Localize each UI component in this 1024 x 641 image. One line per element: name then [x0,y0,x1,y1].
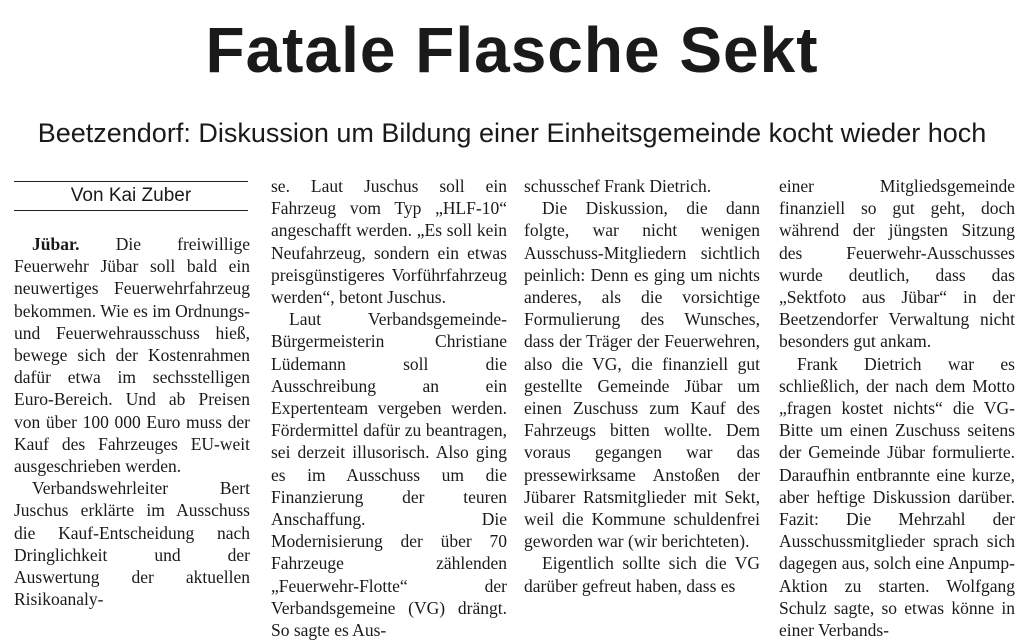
paragraph: schusschef Frank Dietrich. [524,176,712,196]
article-column-3 [524,175,760,597]
dateline: Jübar. [32,234,80,254]
byline: Von Kai Zuber [70,185,192,206]
article-column-2 [271,175,507,641]
byline-rule-top [14,181,248,182]
paragraph: Laut Verbandsgemeinde-Bürgermeisterin Christiane Lüdemann soll die Ausschreibung an ein Expertenteam vergeben werden. Fördermittel dafür zu beantragen, sei derzeit illusorisch. Also ging es im Ausschuss um die Finanzierung der teuren Anschaffung. Die Modernisierung der über 70 Fahrzeuge zählenden „Feuerwehr-Flotte“ der Verbandsgemeine (VG) drängt. So sagte es Aus- [271,309,507,641]
paragraph: Eigentlich sollte sich die VG darüber gefreut haben, dass es [524,553,760,596]
subheadline: Beetzendorf: Diskussion um Bildung einer Einheitsgemeinde kocht wieder hoch [37,118,987,148]
paragraph: Verbandswehrleiter Bert Juschus erklärte im Ausschuss die Kauf-Entscheidung nach Dringlichkeit und der Auswertung der aktuellen Risikoanaly- [14,478,250,610]
paragraph: Frank Dietrich war es schließlich, der nach dem Motto „fragen kostet nichts“ die VG-Bitte um einen Zuschuss seitens der Gemeinde Jübar formulierte. Daraufhin entbrannte eine kurze, aber heftige Diskussion darüber. Fazit: Die Mehrzahl der Ausschussmitglieder sprach sich dagegen aus, solch eine Anpump-Aktion zu starten. Wolfgang Schulz sagte, so etwas könne in einer Verbands- [779,353,1015,641]
paragraph: se. Laut Juschus soll ein Fahrzeug vom Typ „HLF-10“ angeschafft werden. „Es soll kein Neufahrzeug, sondern ein etwas preisgünstigeres Vorführfahrzeug werden“, betont Juschus. [271,176,507,308]
paragraph: Die Diskussion, die dann folgte, war nicht wenigen Ausschuss-Mitgliedern sichtlich peinlich: Denn es ging um nichts anderes, als die vorsichtige Formulierung des Wunsches, dass der Träger der Feuerwehren, also die VG, die finanziell gut gestellte Gemeinde Jübar um einen Zuschuss zum Kauf des Fahrzeugs bitten wollte. Dem voraus gegangen war das pressewirksame Anstoßen der Jübarer Ratsmitglieder mit Sekt, weil die Kommune schuldenfrei geworden war (wir berichteten). [524,198,760,552]
byline-rule-bottom [14,210,248,211]
article-column-4 [779,175,1015,641]
paragraph-text: Die freiwillige Feuerwehr Jübar soll bald ein neuwertiges Feuerwehrfahrzeug bekommen. Wie es im Ordnungs- und Feuerwehrausschuss hieß, bewege sich der Kostenrahmen dafür etwa im sechsstelligen Euro-Bereich. Und ab Preisen von über 100 000 Euro muss der Kauf des Fahrzeuges EU-weit ausgeschrieben werden. [14,234,251,477]
paragraph: einer Mitgliedsgemeinde finanziell so gut geht, doch während der jüngsten Sitzung des Feuerwehr-Ausschusses wurde deutlich, dass das „Sektfoto aus Jübar“ in der Beetzendorfer Verwaltung nicht besonders gut ankam. [779,176,1015,352]
article-column-1 [14,233,250,610]
paragraph [14,233,250,477]
headline: Fatale Flasche Sekt [205,14,819,86]
